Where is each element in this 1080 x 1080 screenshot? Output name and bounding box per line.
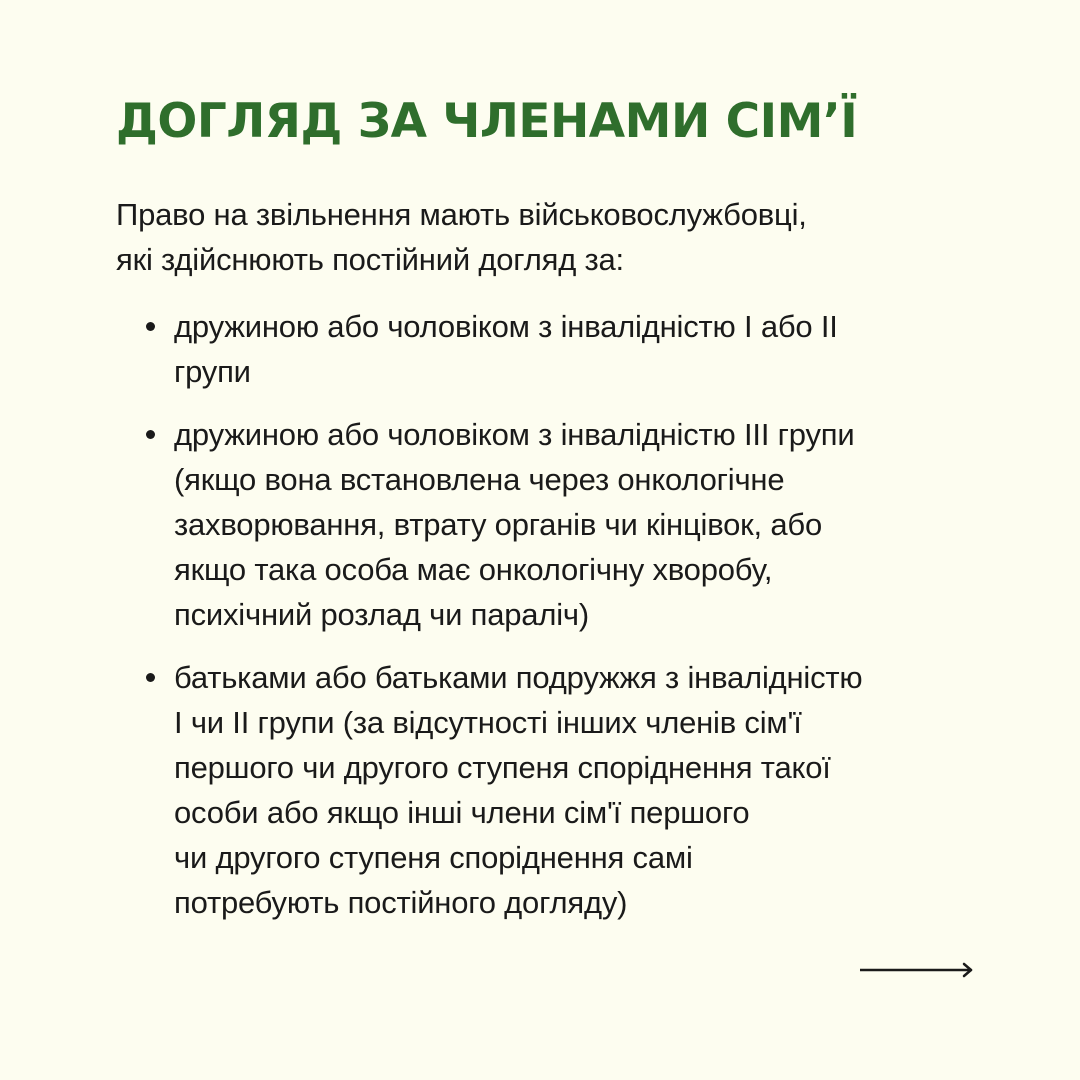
list-item-line: дружиною або чоловіком з інвалідністю ІІІ групи bbox=[174, 417, 855, 452]
list-item bbox=[116, 655, 996, 925]
list-item-line: особи або якщо інші члени сім'ї першого bbox=[174, 795, 750, 830]
arrow-right-icon[interactable] bbox=[860, 960, 974, 980]
list-item bbox=[116, 304, 996, 394]
page-title: ДОГЛЯД ЗА ЧЛЕНАМИ СІМ’Ї bbox=[116, 94, 858, 149]
list-item-line: якщо така особа має онкологічну хворобу, bbox=[174, 552, 773, 587]
list-item-line: (якщо вона встановлена через онкологічне bbox=[174, 462, 785, 497]
list-item bbox=[116, 412, 996, 637]
list-item-line: потребують постійного догляду) bbox=[174, 885, 628, 920]
list-item-line: дружиною або чоловіком з інвалідністю І або ІІ bbox=[174, 309, 838, 344]
list-item-line: захворювання, втрату органів чи кінцівок, або bbox=[174, 507, 822, 542]
bullet-icon bbox=[146, 430, 155, 439]
care-list bbox=[116, 304, 996, 943]
list-item-line: першого чи другого ступеня споріднення такої bbox=[174, 750, 831, 785]
intro-text bbox=[116, 192, 966, 282]
list-item-line: психічний розлад чи параліч) bbox=[174, 597, 589, 632]
list-item-line: І чи ІІ групи (за відсутності інших членів сім'ї bbox=[174, 705, 802, 740]
list-item-line: чи другого ступеня споріднення самі bbox=[174, 840, 693, 875]
list-item-line: батьками або батьками подружжя з інвалідністю bbox=[174, 660, 863, 695]
list-item-line: групи bbox=[174, 354, 251, 389]
intro-line: які здійснюють постійний догляд за: bbox=[116, 242, 624, 277]
intro-line: Право на звільнення мають військовослужбовці, bbox=[116, 197, 807, 232]
bullet-icon bbox=[146, 673, 155, 682]
bullet-icon bbox=[146, 322, 155, 331]
